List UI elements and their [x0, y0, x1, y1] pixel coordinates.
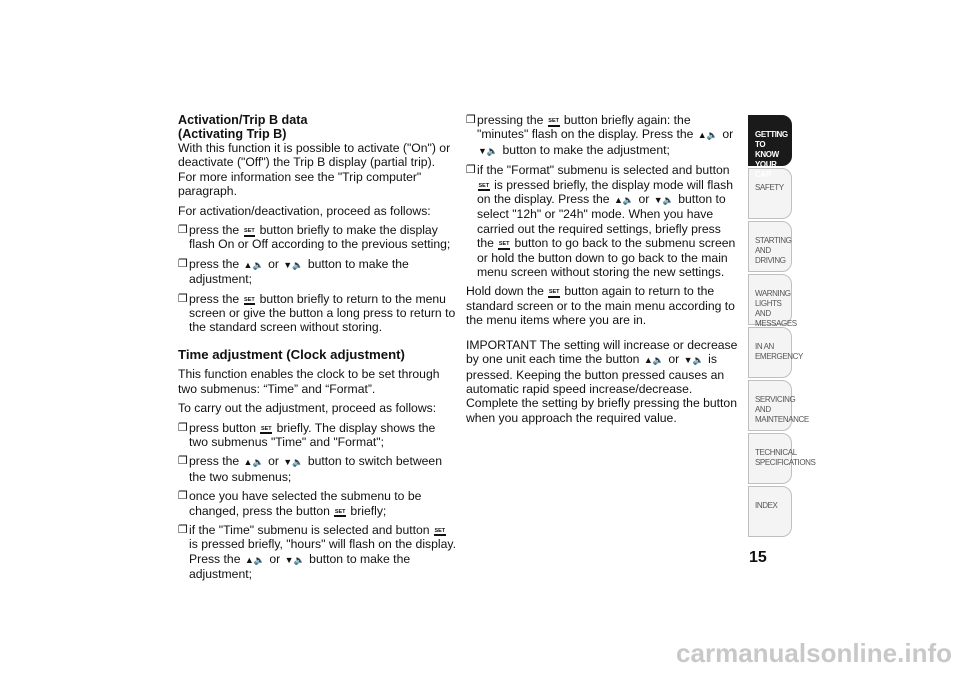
up-button-icon: ▲🔈	[697, 130, 718, 141]
watermark: carmanualsonline.info	[676, 638, 952, 668]
up-button-icon: ▲🔈	[244, 554, 266, 565]
heading-time-adjustment: Time adjustment (Clock adjustment)	[178, 346, 405, 362]
up-button-icon: ▲🔈	[613, 195, 635, 206]
paragraph: With this function it is possible to activate ("On") or deactivate ("Off") the Trip B display (partial trip). For more information see the "Trip computer" paragraph.	[178, 141, 451, 199]
bullet-item: ❐ pressing the SET button briefly again: the "minutes" flash on the display. Press the ▲🔈 or ▼🔈 button to make the adjustment;	[466, 113, 734, 157]
tab-getting-to-know-your-car[interactable]: GETTING TO KNOW YOUR CAR	[748, 115, 792, 166]
tab-starting-and-driving[interactable]: STARTING AND DRIVING	[748, 221, 792, 272]
set-button-icon: SET	[244, 229, 256, 237]
paragraph: To carry out the adjustment, proceed as follows:	[178, 401, 437, 416]
tab-index[interactable]: INDEX	[748, 486, 792, 537]
checkbox-bullet-icon: ❐	[178, 421, 188, 434]
tab-in-an-emergency[interactable]: IN AN EMERGENCY	[748, 327, 792, 378]
down-button-icon: ▼🔈	[283, 259, 304, 270]
set-button-icon: SET	[260, 427, 272, 435]
bullet-item: ❐ press the SET button briefly to make the display flash On or Off according to the previous setting;	[178, 223, 451, 252]
up-button-icon: ▲🔈	[243, 259, 264, 270]
set-button-icon: SET	[478, 184, 490, 192]
paragraph: For activation/deactivation, proceed as follows:	[178, 203, 431, 218]
down-button-icon: ▼🔈	[283, 457, 304, 468]
set-button-icon: SET	[434, 529, 446, 537]
tab-servicing-and-maintenance[interactable]: SERVICING AND MAINTENANCE	[748, 380, 792, 431]
checkbox-bullet-icon: ❐	[178, 292, 188, 305]
down-button-icon: ▼🔈	[284, 554, 305, 565]
checkbox-bullet-icon: ❐	[466, 164, 476, 177]
checkbox-bullet-icon: ❐	[178, 455, 188, 468]
bullet-item: ❐ press button SET briefly. The display shows the two submenus "Time" and "Format";	[178, 420, 436, 449]
set-button-icon: SET	[244, 298, 256, 306]
bullet-item: ❐ if the "Format" submenu is selected and button SET is pressed briefly, the display mode will flash on the display. Press the ▲🔈 or ▼🔈 button to select "12h" or "24h" mode. When you have carried out the required settings, briefly press the SET button to go back to the submenu screen or hold the button down to go back to the main menu screen without storing the new settings.	[466, 163, 736, 280]
checkbox-bullet-icon: ❐	[178, 490, 188, 503]
left-column	[178, 113, 456, 587]
up-button-icon: ▲🔈	[643, 355, 664, 366]
section-tabs	[748, 115, 816, 539]
page-number: 15	[749, 549, 767, 566]
set-button-icon: SET	[548, 290, 560, 298]
tab-safety[interactable]: SAFETY	[748, 168, 792, 219]
down-button-icon: ▼🔈	[683, 355, 704, 366]
checkbox-bullet-icon: ❐	[178, 523, 188, 536]
paragraph: Hold down the SET button again to return to the standard screen or to the main menu according to the menu items where you are in.	[466, 284, 735, 328]
tab-warning-lights[interactable]: WARNING LIGHTS AND MESSAGES	[748, 274, 792, 325]
tab-technical-specifications[interactable]: TECHNICAL SPECIFICATIONS	[748, 433, 792, 484]
bullet-item: ❐ if the "Time" submenu is selected and button SET is pressed briefly, "hours" will flash on the display. Press the ▲🔈 or ▼🔈 button to make the adjustment;	[178, 522, 456, 582]
set-button-icon: SET	[334, 510, 346, 518]
bullet-item: ❐ press the ▲🔈 or ▼🔈 button to switch between the two submenus;	[178, 454, 442, 484]
bullet-item: ❐ press the ▲🔈 or ▼🔈 button to make the adjustment;	[178, 256, 409, 287]
bullet-item: ❐ once you have selected the submenu to be changed, press the button SET briefly;	[178, 489, 422, 518]
down-button-icon: ▼🔈	[653, 195, 674, 206]
heading-trip-b: Activation/Trip B data (Activating Trip B)	[178, 113, 308, 141]
checkbox-bullet-icon: ❐	[178, 257, 188, 270]
checkbox-bullet-icon: ❐	[466, 114, 476, 126]
down-button-icon: ▼🔈	[478, 145, 499, 156]
checkbox-bullet-icon: ❐	[178, 224, 188, 237]
up-button-icon: ▲🔈	[243, 457, 264, 468]
paragraph: This function enables the clock to be set through two submenus: “Time” and “Format”.	[178, 367, 440, 396]
bullet-item: ❐ press the SET button briefly to return to the menu screen or give the button a long press to return to the standard screen without storing.	[178, 291, 456, 335]
paragraph: IMPORTANT The setting will increase or decrease by one unit each time the button ▲🔈 or ▼🔈 is pressed. Keeping the button pressed causes an automatic rapid speed increase/decrease. Complete the setting by briefly pressing the button when you approach the required value.	[466, 337, 738, 425]
set-button-icon: SET	[548, 119, 560, 127]
set-button-icon: SET	[498, 242, 510, 250]
right-column	[466, 113, 738, 430]
